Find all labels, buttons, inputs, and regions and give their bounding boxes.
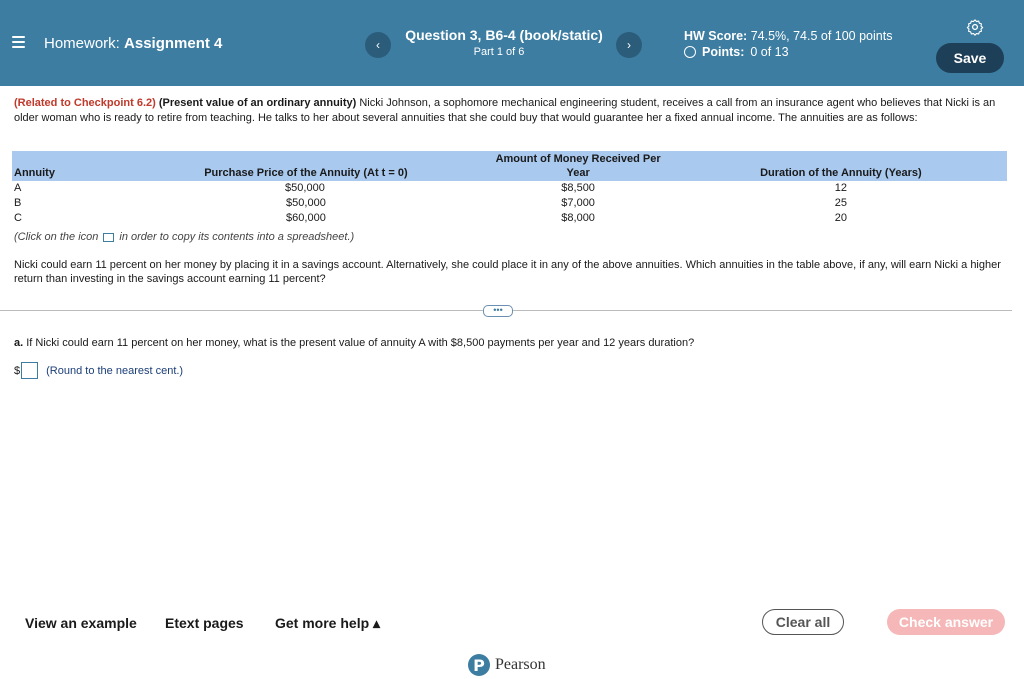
header-amount-per-year: Amount of Money Received Per Year [482,151,675,181]
gear-icon[interactable] [966,18,984,36]
points-label: Points: [702,45,745,59]
pearson-brand [468,654,546,676]
copy-note-post: in order to copy its contents into a spreadsheet.) [119,231,355,243]
table-cell: $50,000 [286,197,326,209]
copy-spreadsheet-icon[interactable] [103,233,114,242]
table-cell: A [14,182,22,194]
problem-intro: Nicki Johnson, a sophomore mechanical engineering student, receives a call from an insurance agent who believes that Nicki is an older woman who is ready to retire from teaching. He talks to her about several annuities that she could buy that would guarantee her a fixed annual income. The annuities are as follows: [14,97,996,124]
question-a [14,337,694,349]
points [684,45,789,59]
annuity-table [12,151,1007,226]
question-a-label: a. [14,337,24,349]
problem-statement [14,96,1004,125]
table-cell: 20 [834,212,847,224]
table-row [12,211,1007,226]
table-header-row [12,151,1007,181]
copy-note [14,231,354,243]
pearson-logo-icon: P [468,654,490,676]
get-more-help-button[interactable]: Get more help ▴ [275,615,381,631]
table-cell: C [14,212,22,224]
menu-icon[interactable] [12,36,25,48]
homework-name: Assignment 4 [124,35,223,52]
top-header [0,0,1024,86]
clear-all-button[interactable]: Clear all [762,609,844,635]
points-circle-icon [684,46,696,58]
hw-score [684,29,892,43]
table-row [12,196,1007,211]
header-annuity: Annuity [12,151,130,181]
problem-topic: (Present value of an ordinary annuity) [158,97,357,109]
question-a-text: If Nicki could earn 11 percent on her money, what is the present value of annuity A with $8,500 payments per year and 12 years duration? [26,337,695,349]
question-title: Question 3, B6-4 (book/static) [405,27,603,43]
save-button[interactable]: Save [936,43,1004,73]
related-checkpoint: (Related to Checkpoint 6.2) [14,97,156,109]
check-answer-button[interactable]: Check answer [887,609,1005,635]
table-cell: $8,500 [561,182,595,194]
currency-symbol: $ [14,364,21,377]
table-cell: B [14,197,22,209]
etext-pages-button[interactable]: Etext pages [165,615,244,631]
next-question-button[interactable]: › [616,32,642,58]
table-cell: 25 [834,197,847,209]
rounding-hint: (Round to the nearest cent.) [46,364,184,377]
header-purchase-price: Purchase Price of the Annuity (At t = 0) [130,151,481,181]
answer-row [14,362,183,379]
hw-score-value: 74.5%, 74.5 of 100 points [750,29,893,43]
view-example-button[interactable]: View an example [25,615,137,631]
question-part: Part 1 of 6 [473,46,525,58]
table-cell: $50,000 [285,182,325,194]
expand-more-button[interactable]: ••• [483,305,513,317]
table-cell: $60,000 [286,212,326,224]
table-cell: $7,000 [561,197,595,209]
table-cell: $8,000 [561,212,595,224]
pearson-name: Pearson [495,656,546,673]
answer-input[interactable] [21,362,38,379]
previous-question-button[interactable]: ‹ [365,32,391,58]
hw-score-label: HW Score: [684,29,748,43]
table-row [12,181,1007,196]
homework-title [44,35,222,52]
copy-note-pre: (Click on the icon [14,231,99,243]
header-duration: Duration of the Annuity (Years) [675,151,1007,181]
footer-bar [0,590,1024,655]
question-context: Nicki could earn 11 percent on her money by placing it in a savings account. Alternatively, she could place it in any of the above annuities. Which annuities in the table above, if any, will earn Nicki a higher return than investing in the savings account earning 11 percent? [14,259,1001,285]
table-cell: 12 [834,182,847,194]
points-value: 0 of 13 [750,45,789,59]
homework-prefix: Homework: [44,35,120,52]
